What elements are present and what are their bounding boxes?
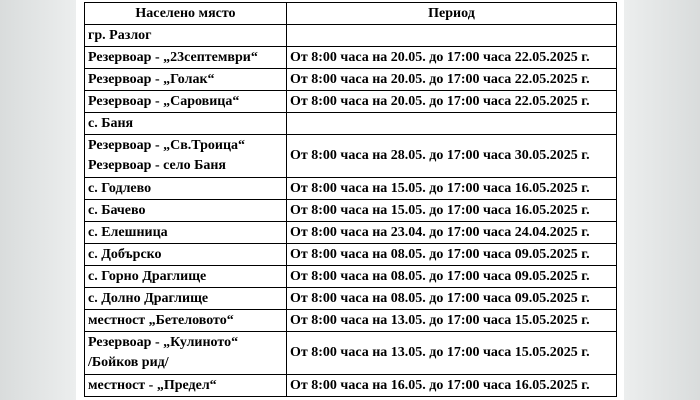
place-text: Резервоар - „Голак“ [88,71,215,87]
table-row [85,244,617,266]
place-text: с. Добърско [88,246,162,262]
period-cell: От 8:00 часа на 20.05. до 17:00 часа 22.05.2025 г. [287,91,617,113]
place-text: с. Долно Драглище [88,290,209,306]
table-row [85,288,617,310]
table-row [85,375,617,397]
background-right [624,0,700,400]
place-text: Резервоар - „Св.Троица“ [88,138,246,153]
place-cell [85,91,287,113]
column-header-place: Населено място [85,3,287,25]
table-row [85,113,617,135]
place-cell [85,288,287,310]
place-text: Резервоар - село Баня [88,158,226,173]
period-cell: От 8:00 часа на 28.05. до 17:00 часа 30.05.2025 г. [287,135,617,178]
place-cell [85,200,287,222]
place-cell [85,47,287,69]
period-cell: От 8:00 часа на 08.05. до 17:00 часа 09.05.2025 г. [287,288,617,310]
table-row [85,47,617,69]
period-cell: От 8:00 часа на 23.04. до 17:00 часа 24.04.2025 г. [287,222,617,244]
place-text: с. Горно Драглище [88,268,207,284]
table-row [85,178,617,200]
place-text: Резервоар - „23септември“ [88,49,258,65]
period-cell [287,25,617,47]
period-cell: От 8:00 часа на 13.05. до 17:00 часа 15.05.2025 г. [287,332,617,375]
place-cell [85,178,287,200]
table-row [85,222,617,244]
table-body [85,25,617,397]
place-cell [85,113,287,135]
place-cell [85,222,287,244]
period-cell: От 8:00 часа на 08.05. до 17:00 часа 09.05.2025 г. [287,244,617,266]
place-text: с. Баня [88,115,134,131]
document-sheet [76,0,624,400]
period-cell: От 8:00 часа на 20.05. до 17:00 часа 22.05.2025 г. [287,69,617,91]
place-text: с. Бачево [88,202,146,218]
place-cell [85,332,287,375]
table-row [85,69,617,91]
period-cell: От 8:00 часа на 13.05. до 17:00 часа 15.05.2025 г. [287,310,617,332]
place-cell [85,310,287,332]
place-text: Резервоар - „Саровица“ [88,93,240,109]
table-header-row [85,3,617,25]
place-cell [85,244,287,266]
period-cell: От 8:00 часа на 15.05. до 17:00 часа 16.05.2025 г. [287,178,617,200]
table-row [85,25,617,47]
background-left [0,0,76,400]
place-text: гр. Разлог [88,27,152,43]
column-header-period: Период [287,3,617,25]
table-row [85,91,617,113]
place-text: /Бойков рид/ [88,355,169,370]
table-row [85,200,617,222]
place-text: с. Елешница [88,224,168,240]
period-cell [287,113,617,135]
table-row [85,135,617,178]
schedule-table [84,2,617,397]
period-cell: От 8:00 часа на 20.05. до 17:00 часа 22.05.2025 г. [287,47,617,69]
period-cell: От 8:00 часа на 16.05. до 17:00 часа 16.05.2025 г. [287,375,617,397]
period-cell: От 8:00 часа на 08.05. до 17:00 часа 09.05.2025 г. [287,266,617,288]
place-cell [85,135,287,178]
place-text: с. Годлево [88,180,152,196]
place-cell [85,25,287,47]
place-cell [85,266,287,288]
place-text: Резервоар - „Кулиното“ [88,335,239,350]
period-cell: От 8:00 часа на 15.05. до 17:00 часа 16.05.2025 г. [287,200,617,222]
place-cell [85,375,287,397]
place-text: местност - „Предел“ [88,377,217,393]
table-row [85,310,617,332]
place-cell [85,69,287,91]
table-row [85,266,617,288]
place-text: местност „Бетеловото“ [88,312,234,328]
table-row [85,332,617,375]
